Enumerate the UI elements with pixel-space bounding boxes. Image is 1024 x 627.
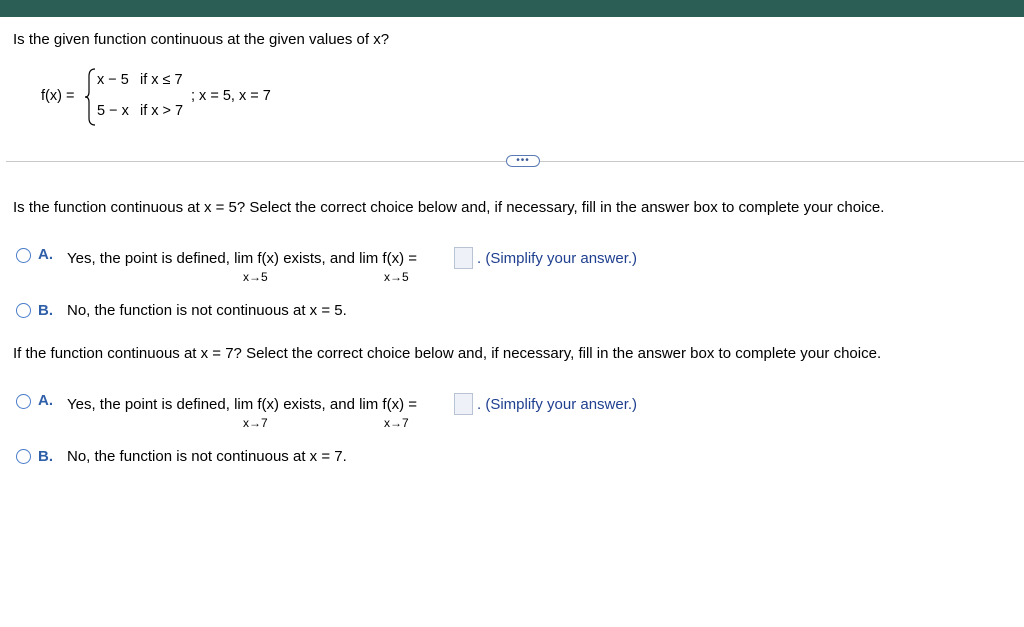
separator-right bbox=[540, 161, 1024, 162]
piece2-condition: if x > 7 bbox=[140, 103, 184, 119]
piece1-condition: if x ≤ 7 bbox=[140, 72, 183, 88]
question-prompt: Is the given function continuous at the given values of x? bbox=[13, 31, 390, 48]
part2-prompt: If the function continuous at x = 7? Select the correct choice below and, if necessary, fill in the answer box to complete your choice. bbox=[13, 345, 882, 362]
part1-choice-b-letter: B. bbox=[38, 302, 53, 319]
piece2-expression: 5 − x bbox=[97, 103, 129, 119]
function-label: f(x) = bbox=[41, 88, 75, 104]
top-bar bbox=[0, 0, 1024, 17]
part1-choice-a-letter: A. bbox=[38, 246, 53, 263]
part1-answer-box[interactable] bbox=[454, 247, 473, 269]
part2-choice-b-radio[interactable] bbox=[16, 449, 31, 464]
part2-choice-a-letter: A. bbox=[38, 392, 53, 409]
part1-choice-a-radio[interactable] bbox=[16, 248, 31, 263]
part2-limit-sub-1: x→7 bbox=[243, 416, 268, 430]
part2-choice-a-text: Yes, the point is defined, lim f(x) exists, and lim f(x) = bbox=[67, 396, 418, 413]
part2-choice-a-radio[interactable] bbox=[16, 394, 31, 409]
part1-simplify-hint: . (Simplify your answer.) bbox=[477, 250, 638, 267]
part1-choice-b-radio[interactable] bbox=[16, 303, 31, 318]
evaluation-points: ; x = 5, x = 7 bbox=[191, 88, 271, 104]
part2-simplify-hint: . (Simplify your answer.) bbox=[477, 396, 638, 413]
separator-left bbox=[6, 161, 506, 162]
part1-choice-b-text: No, the function is not continuous at x = 5. bbox=[67, 302, 347, 319]
part1-limit-sub-2: x→5 bbox=[384, 270, 409, 284]
part1-choice-a-text: Yes, the point is defined, lim f(x) exists, and lim f(x) = bbox=[67, 250, 418, 267]
part2-answer-box[interactable] bbox=[454, 393, 473, 415]
part2-choice-b-text: No, the function is not continuous at x = 7. bbox=[67, 448, 347, 465]
part1-prompt: Is the function continuous at x = 5? Select the correct choice below and, if necessary, fill in the answer box to complete your choice. bbox=[13, 199, 885, 216]
more-button[interactable]: ••• bbox=[506, 155, 540, 167]
piecewise-brace bbox=[84, 68, 96, 126]
piece1-expression: x − 5 bbox=[97, 72, 129, 88]
part2-limit-sub-2: x→7 bbox=[384, 416, 409, 430]
part2-choice-b-letter: B. bbox=[38, 448, 53, 465]
part1-limit-sub-1: x→5 bbox=[243, 270, 268, 284]
